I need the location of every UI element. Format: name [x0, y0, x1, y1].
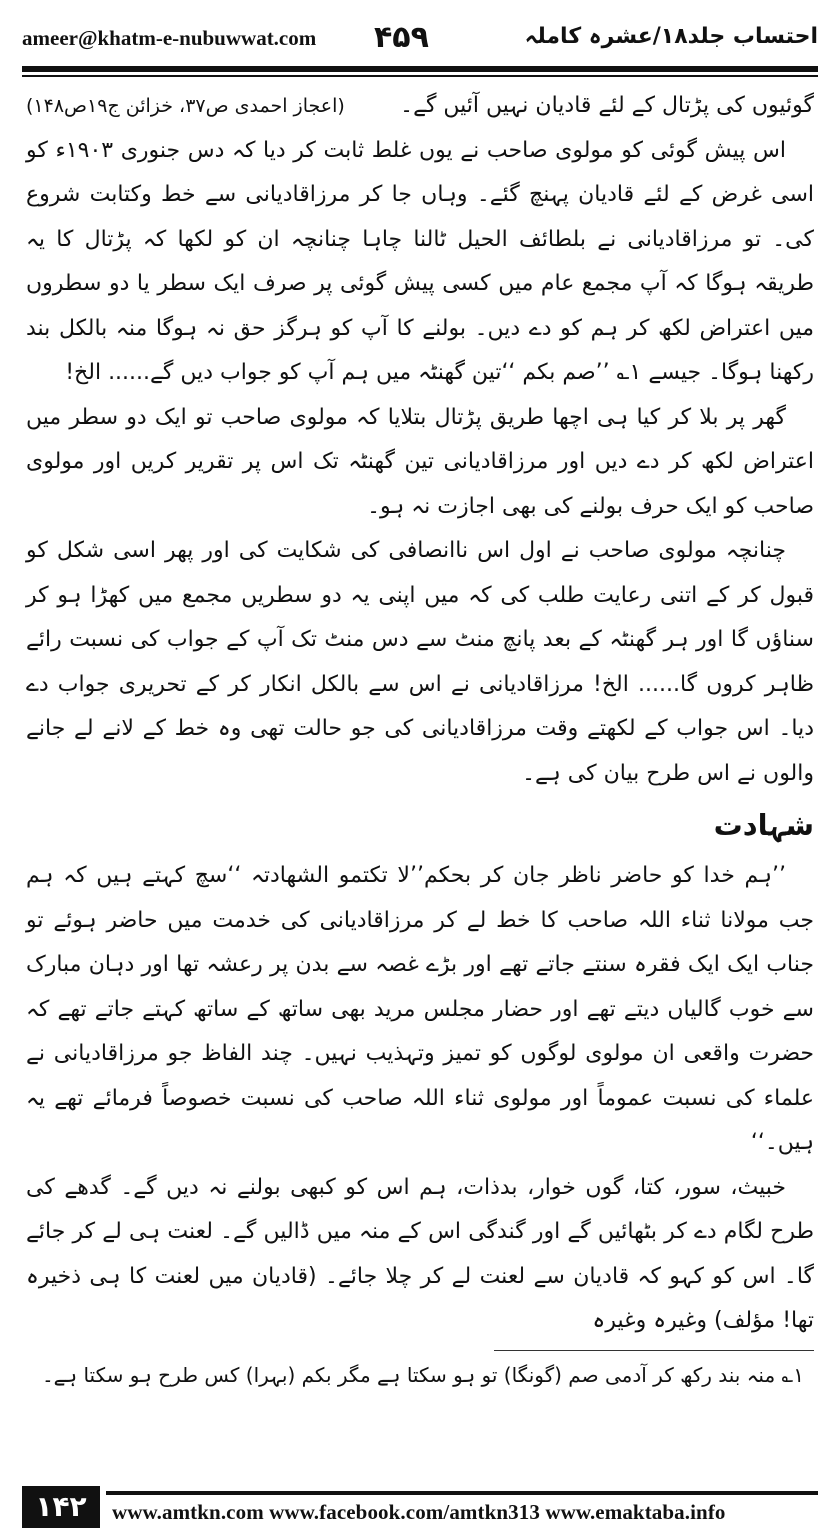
opening-text: گوئیوں کی پڑتال کے لئے قادیان نہیں آئیں گے۔ — [400, 93, 814, 118]
footer-rule — [106, 1491, 818, 1495]
paragraph-4: ’’ہم خدا کو حاضر ناظر جان کر بحکم’’لا تکتمو الشھادتہ ‘‘سچ کہتے ہیں کہ ہم جب مولانا ثناء اللہ صاحب کا خط لے کر مرزاقادیانی کی خدمت میں حاضر ہوئے تو جناب ایک ایک فقرہ سنتے جاتے تھے اور بڑے غصہ سے بدن پر رعشہ تھا اور دہان مبارک سے خوب گالیاں دیتے تھے اور حضار مجلس مرید بھی ساتھ کے ساتھ کہتے جاتے تھے کہ حضرت واقعی ان مولوی لوگوں کو تمیز وتہذیب نہیں۔ چند الفاظ جو مرزاقادیانی نے علماء کی نسبت عموماً اور مولوی ثناء اللہ صاحب کی نسبت خصوصاً فرمائے تھے یہ ہیں۔‘‘ — [26, 863, 814, 1155]
paragraph-3: چنانچہ مولوی صاحب نے اول اس ناانصافی کی شکایت کی اور پھر اسی شکل کو قبول کر کے اتنی رعایت طلب کی کہ میں اپنی یہ دو سطریں مجمع میں کھڑا ہو کر سناؤں گا اور ہر گھنٹہ کے بعد پانچ منٹ سے دس منٹ تک آپ کے جواب کی نسبت رائے ظاہر کروں گا...... الخ! مرزاقادیانی نے اس سے بالکل انکار کر کے تحریری جواب دے دیا۔ اس جواب کے لکھتے وقت مرزاقادیانی کی جو حالت تھی وہ خط کے لانے لے جانے والوں نے اس طرح بیان کی ہے۔ — [26, 538, 814, 786]
section-heading: شہادت — [713, 808, 814, 842]
footnote: ۱؎ منہ بند رکھ کر آدمی صم (گونگا) تو ہو سکتا ہے مگر بکم (بہرا) کس طرح ہو سکتا ہے۔ — [41, 1362, 804, 1387]
header-page-number: ۴۵۹ — [374, 20, 429, 55]
page-header — [22, 18, 818, 62]
footnote-separator — [494, 1350, 814, 1351]
paragraph-2: گھر پر بلا کر کیا ہی اچھا طریق پڑتال بتلایا کہ مولوی صاحب تو ایک دو سطر میں اعتراض لکھ کر دے دیں اور مرزاقادیانی تین گھنٹہ تک اس پر تقریر کریں اور مولوی صاحب کو ایک حرف بولنے کی بھی اجازت نہ ہو۔ — [26, 404, 814, 519]
email-address: ameer@khatm-e-nubuwwat.com — [22, 26, 317, 50]
footer-links: www.amtkn.com www.facebook.com/amtkn313 www.emaktaba.info — [112, 1500, 726, 1524]
footer-page-number: ۱۴۲ — [22, 1486, 100, 1528]
paragraph-5: خبیث، سور، کتا، گوں خوار، بدذات، ہم اس کو کبھی بولنے نہ دیں گے۔ گدھے کی طرح لگام دے کر بٹھائیں گے اور گندگی اس کے منہ میں ڈالیں گے۔ لعنت ہی لے کر جائے گا۔ اس کو کہو کہ قادیان سے لعنت لے کر چلا جائے۔ (قادیان میں لعنت کا ہی ذخیرہ تھا! مؤلف) وغیرہ وغیرہ — [26, 1174, 814, 1333]
citation-reference: (اعجاز احمدی ص۳۷، خزائن ج۱۹ص۱۴۸) — [26, 95, 345, 117]
header-rule-thick — [22, 66, 818, 72]
paragraph-1: اس پیش گوئی کو مولوی صاحب نے یوں غلط ثابت کر دیا کہ دس جنوری ۱۹۰۳ء کو اسی غرض کے لئے قادیان پہنچ گئے۔ وہاں جا کر مرزاقادیانی سے خط وکتابت شروع کی۔ تو مرزاقادیانی نے بلطائف الحیل ٹالنا چاہا چنانچہ ان کو لکھا کہ پڑتال کا یہ طریقہ ہوگا کہ آپ مجمع عام میں کسی پیش گوئی پر صرف ایک سطر یا دو سطروں میں اعتراض لکھ کر ہم کو دے دیں۔ بولنے کا آپ کو ہرگز حق نہ ہوگا منہ بالکل بند رکھنا ہوگا۔ جیسے ۱؎ ’’صم بکم ‘‘تین گھنٹہ میں ہم آپ کو جواب دیں گے...... الخ! — [26, 137, 814, 385]
opening-line — [26, 84, 814, 129]
book-title: احتساب جلد۱۸/عشرہ کاملہ — [524, 24, 818, 49]
page-body — [26, 84, 814, 1395]
header-rule-thin — [22, 75, 818, 77]
